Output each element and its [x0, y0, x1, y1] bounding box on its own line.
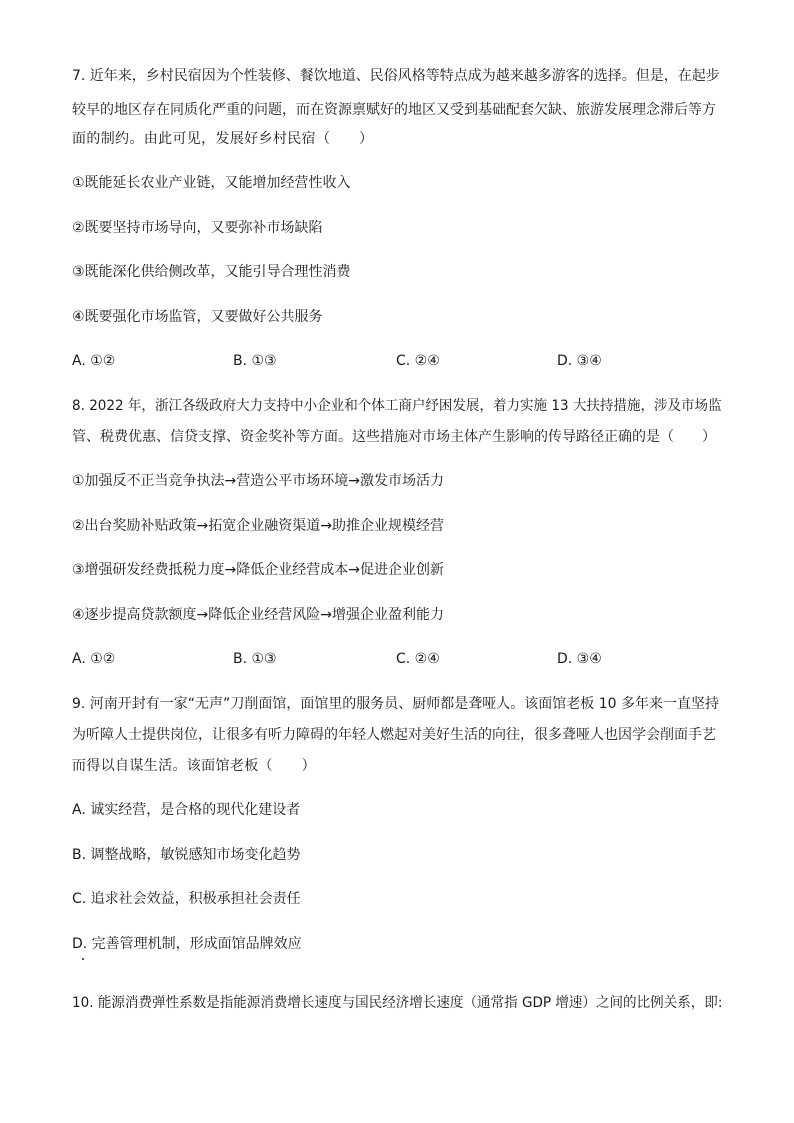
q9-stem-line-1: 9. 河南开封有一家“无声”刀削面馆，面馆里的服务员、厨师都是聋哑人。该面馆老板 10 多年来一直坚持 [72, 696, 720, 712]
q7-item-1: ①既能延长农业产业链，又能增加经营性收入 [72, 175, 351, 191]
q8-option-d[interactable]: D. ③④ [557, 651, 602, 667]
q8-item-1: ①加强反不正当竞争执法→营造公平市场环境→激发市场活力 [72, 473, 445, 489]
q8-item-3: ③增强研发经费抵税力度→降低企业经营成本→促进企业创新 [72, 562, 445, 578]
q7-stem-line-1: 7. 近年来，乡村民宿因为个性装修、餐饮地道、民俗风格等特点成为越来越多游客的选择。但是，在起步 [72, 68, 720, 84]
q8-option-a[interactable]: A. ①② [72, 651, 116, 667]
q7-option-a[interactable]: A. ①② [72, 353, 116, 369]
q7-item-3: ③既能深化供给侧改革，又能引导合理性消费 [72, 264, 351, 280]
q7-option-c[interactable]: C. ②④ [396, 353, 440, 369]
q9-option-a[interactable]: A. 诚实经营，是合格的现代化建设者 [72, 802, 301, 818]
q8-option-c[interactable]: C. ②④ [396, 651, 440, 667]
q9-option-b[interactable]: B. 调整战略，敏锐感知市场变化趋势 [72, 847, 301, 863]
stray-dot-mark [82, 958, 84, 960]
q9-stem-line-2: 为听障人士提供岗位，让很多有听力障碍的年轻人燃起对美好生活的向往，很多聋哑人也因学会削面手艺 [72, 727, 716, 743]
q8-item-2: ②出台奖励补贴政策→拓宽企业融资渠道→助推企业规模经营 [72, 518, 445, 534]
q8-stem-line-1: 8. 2022 年，浙江各级政府大力支持中小企业和个体工商户纾困发展，着力实施 13 大扶持措施，涉及市场监 [72, 398, 722, 414]
q7-stem-line-2: 较早的地区存在同质化严重的问题，而在资源禀赋好的地区又受到基础配套欠缺、旅游发展理念滞后等方 [72, 102, 716, 118]
q8-item-4: ④逐步提高贷款额度→降低企业经营风险→增强企业盈利能力 [72, 607, 445, 623]
q8-option-b[interactable]: B. ①③ [233, 651, 277, 667]
q9-option-d[interactable]: D. 完善管理机制，形成面馆品牌效应 [72, 936, 302, 952]
q7-item-4: ④既要强化市场监管，又要做好公共服务 [72, 309, 323, 325]
q9-option-c[interactable]: C. 追求社会效益，积极承担社会责任 [72, 891, 301, 907]
q8-stem-line-2: 管、税费优惠、信贷支撑、资金奖补等方面。这些措施对市场主体产生影响的传导路径正确的是（ ） [72, 429, 716, 445]
q10-stem-line-1: 10. 能源消费弹性系数是指能源消费增长速度与国民经济增长速度（通常指 GDP 增速）之间的比例关系，即: [72, 995, 723, 1011]
q7-option-d[interactable]: D. ③④ [557, 353, 602, 369]
q9-stem-line-3: 而得以自谋生活。该面馆老板（ ） [72, 758, 316, 774]
q7-stem-line-3: 面的制约。由此可见，发展好乡村民宿（ ） [72, 131, 374, 147]
q7-item-2: ②既要坚持市场导向，又要弥补市场缺陷 [72, 220, 323, 236]
q7-option-b[interactable]: B. ①③ [233, 353, 277, 369]
